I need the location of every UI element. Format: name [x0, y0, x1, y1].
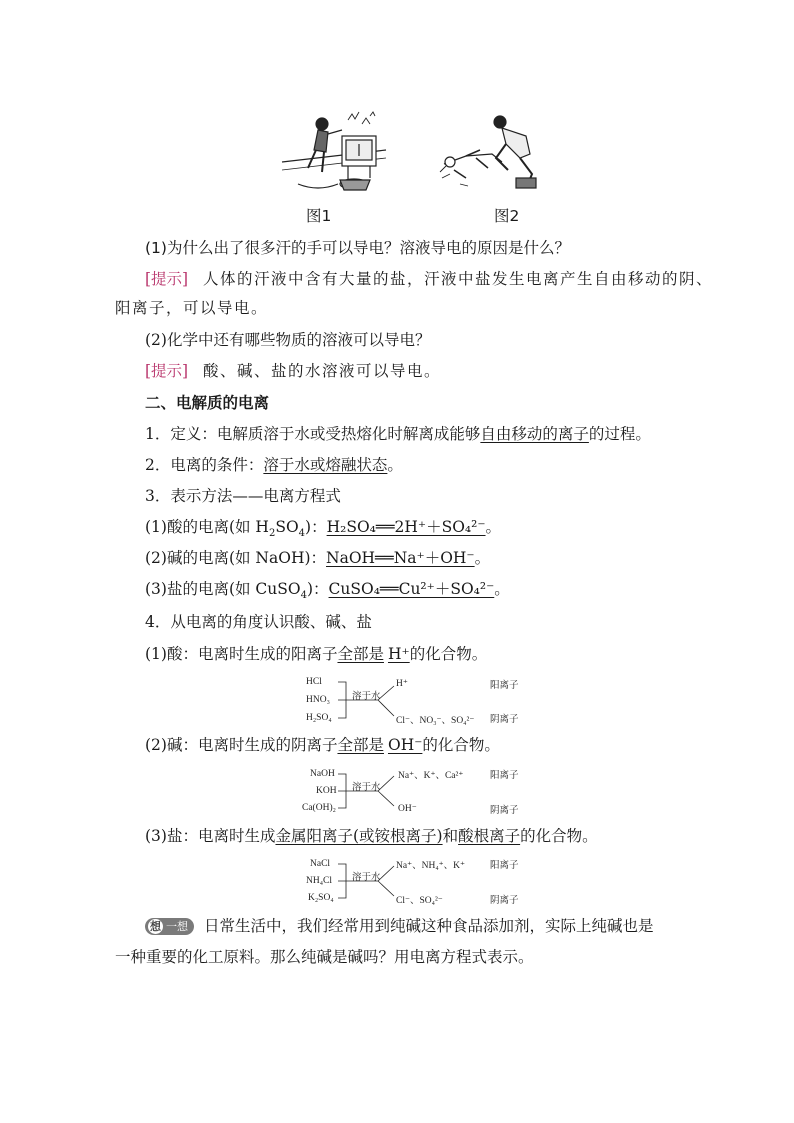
- base-compound-3: Ca(OH)₂: [302, 803, 336, 813]
- salt-ionization-prefix: (3)盐的电离(如 CuSO: [145, 580, 301, 598]
- think-text-1: 日常生活中，我们经常用到纯碱这种食品添加剂，实际上纯碱也是: [204, 917, 654, 935]
- think-badge-text: 一想: [166, 920, 188, 933]
- base-definition-suffix: 的化合物。: [422, 736, 500, 754]
- condition-prefix: 2．电离的条件：: [145, 456, 264, 474]
- figure-2-illustration: [436, 114, 548, 196]
- salt-definition-prefix: (3)盐：电离时生成: [145, 827, 276, 845]
- salt-definition: [145, 825, 598, 847]
- acid-ionization-formula: SO: [275, 518, 299, 536]
- base-compound-1: NaOH: [310, 769, 335, 779]
- acid-compound-2: HNO₃: [306, 695, 330, 705]
- figure-1-caption: 图1: [306, 207, 332, 225]
- salt-definition-suffix: 的化合物。: [520, 827, 598, 845]
- acid-compound-1: HCl: [306, 677, 322, 687]
- think-badge: [145, 918, 194, 935]
- section-title: 二、电解质的电离: [145, 394, 270, 412]
- salt-cation-label: 阳离子: [490, 861, 519, 871]
- hint-label: [提示]: [145, 362, 189, 380]
- salt-definition-answer-1: 金属阳离子(或铵根离子): [275, 827, 443, 845]
- salt-anions: Cl⁻、SO₄²⁻: [396, 896, 443, 906]
- salt-definition-mid: 和: [442, 827, 459, 845]
- base-ionization-diagram: [300, 766, 540, 818]
- base-definition-answer-1: 全部是: [337, 736, 384, 754]
- salt-compound-3: K₂SO₄: [308, 893, 334, 903]
- hint-label: [提示]: [145, 270, 189, 288]
- salt-arrow-label: 溶于水: [352, 873, 381, 883]
- salt-definition-answer-2: 酸根离子: [458, 827, 521, 845]
- think-badge-char: 想: [150, 920, 161, 933]
- method-heading: 3．表示方法——电离方程式: [145, 487, 341, 505]
- acid-definition-answer-1: 全部是: [337, 645, 384, 663]
- base-anion-label: 阴离子: [490, 806, 519, 816]
- hint-1: [145, 268, 713, 290]
- base-definition-prefix: (2)碱：电离时生成的阴离子: [145, 736, 338, 754]
- think-line-2: 一种重要的化工原料。那么纯碱是碱吗？用电离方程式表示。: [115, 948, 534, 966]
- question-2: (2)化学中还有哪些物质的溶液可以导电？: [145, 331, 431, 349]
- figure-2-caption: 图2: [494, 207, 520, 225]
- base-compound-2: KOH: [316, 786, 337, 796]
- base-ionization-prefix: (2)碱的电离(如 NaOH)：: [145, 549, 327, 567]
- hint-2: [145, 360, 441, 382]
- base-anions: OH⁻: [398, 804, 417, 814]
- salt-cations: Na⁺、NH₄⁺、K⁺: [396, 861, 466, 871]
- think-line-1: [145, 915, 654, 937]
- base-definition-answer-2: OH⁻: [387, 736, 423, 754]
- acid-definition-prefix: (1)酸：电离时生成的阳离子: [145, 645, 338, 663]
- acid-ionization-prefix: (1)酸的电离(如 H: [145, 518, 269, 536]
- salt-ionization-diagram: [300, 856, 540, 908]
- figure-1-illustration: [278, 110, 396, 196]
- base-cations: Na⁺、K⁺、Ca²⁺: [398, 771, 464, 781]
- salt-anion-label: 阴离子: [490, 896, 519, 906]
- acid-arrow-label: 溶于水: [352, 692, 381, 702]
- definition-suffix: 的过程。: [588, 425, 651, 443]
- acid-anions: Cl⁻、NO₃⁻、SO₄²⁻: [396, 716, 475, 726]
- definition-answer: 自由移动的离子: [480, 425, 589, 443]
- base-definition: [145, 734, 500, 756]
- base-equation: NaOH══Na⁺＋OH⁻: [326, 549, 475, 567]
- salt-compound-1: NaCl: [310, 859, 331, 869]
- base-ionization: (2)碱的电离(如 NaOH)：NaOH══Na⁺＋OH⁻。: [145, 549, 491, 567]
- perspective-heading: 4．从电离的角度认识酸、碱、盐: [145, 613, 372, 631]
- acid-definition-answer-2: H⁺: [387, 645, 410, 663]
- acid-ionization-diagram: [300, 676, 540, 726]
- acid-cations: H⁺: [396, 679, 408, 689]
- salt-compound-2: NH₄Cl: [306, 876, 333, 886]
- definition-prefix: 1．定义：电解质溶于水或受热熔化时解离成能够: [145, 425, 481, 443]
- acid-definition-suffix: 的化合物。: [409, 645, 488, 663]
- salt-ionization-close: )：: [306, 580, 329, 598]
- answer-1-line-2: 阳离子，可以导电。: [115, 299, 269, 317]
- base-cation-label: 阳离子: [490, 771, 519, 781]
- condition: [145, 454, 403, 476]
- acid-compound-3: H₂SO₄: [306, 713, 332, 723]
- acid-anion-label: 阴离子: [490, 715, 519, 725]
- acid-definition: [145, 643, 487, 665]
- salt-ionization: (3)盐的电离(如 CuSO$_4$)：CuSO₄══Cu²⁺＋SO₄²⁻。: [145, 580, 510, 602]
- acid-ionization: (1)酸的电离(如 $H_2SO_4$)：H₂SO₄══2H⁺＋SO₄²⁻。: [145, 518, 502, 540]
- condition-suffix: 。: [387, 456, 403, 474]
- base-arrow-label: 溶于水: [352, 783, 381, 793]
- acid-cation-label: 阳离子: [490, 681, 519, 691]
- definition: [145, 423, 651, 445]
- condition-answer: 溶于水或熔融状态: [263, 456, 388, 474]
- acid-ionization-close: )：: [305, 518, 327, 536]
- acid-equation: H₂SO₄══2H⁺＋SO₄²⁻: [326, 518, 486, 536]
- salt-equation: CuSO₄══Cu²⁺＋SO₄²⁻: [328, 580, 495, 598]
- answer-2: 酸、碱、盐的水溶液可以导电。: [203, 362, 442, 380]
- answer-1-line-1: 人体的汗液中含有大量的盐，汗液中盐发生电离产生自由移动的阴、: [203, 270, 714, 288]
- question-1: (1)为什么出了很多汗的手可以导电？溶液导电的原因是什么？: [145, 239, 570, 257]
